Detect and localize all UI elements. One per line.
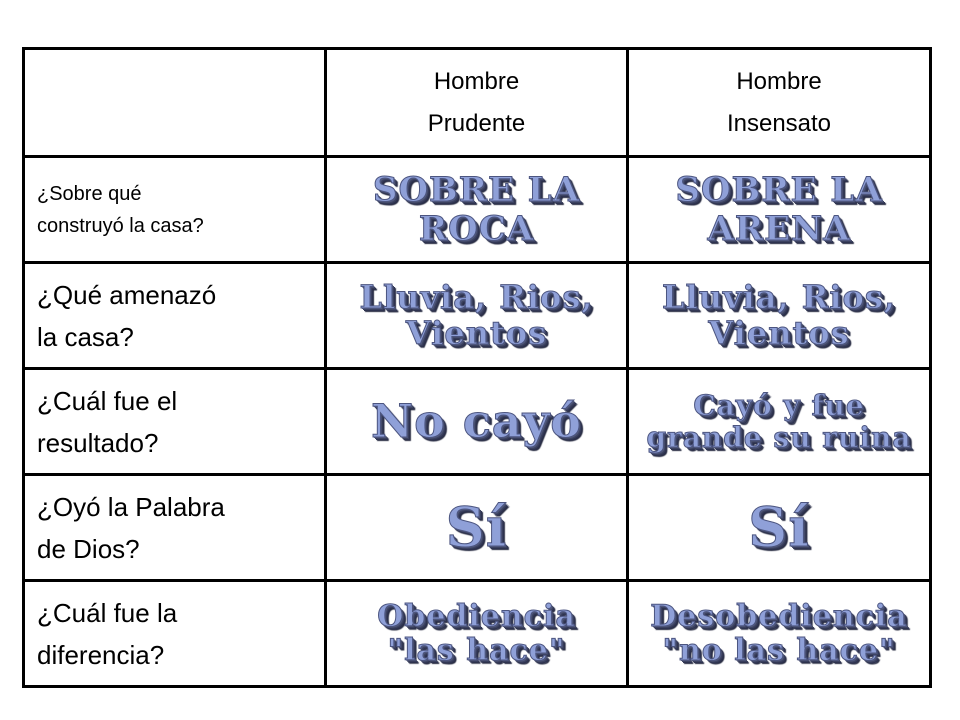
header-prudente-line1: Hombre xyxy=(433,67,520,95)
prudente-answer xyxy=(326,369,628,475)
insensato-answer-line2: grande su ruina xyxy=(646,420,912,454)
insensato-answer xyxy=(628,369,931,475)
prudente-answer-line1: Lluvia, Rios, xyxy=(359,277,594,316)
insensato-answer xyxy=(628,263,931,369)
question-line1: ¿Sobre qué xyxy=(37,182,142,205)
insensato-answer xyxy=(628,581,931,687)
question-line2: resultado? xyxy=(37,427,159,458)
question-line2: construyó la casa? xyxy=(37,214,204,237)
insensato-answer xyxy=(628,475,931,581)
table-row xyxy=(24,581,931,687)
header-row xyxy=(24,49,931,157)
prudente-answer-line1: Sí xyxy=(445,495,508,560)
header-prudente-line2: Prudente xyxy=(427,109,526,137)
table-row xyxy=(24,263,931,369)
prudente-answer xyxy=(326,475,628,581)
prudente-answer-line1: SOBRE LA xyxy=(372,170,581,211)
insensato-answer-line1: Sí xyxy=(748,495,810,560)
prudente-answer xyxy=(326,157,628,263)
table-row xyxy=(24,157,931,263)
insensato-answer-line1: SOBRE LA xyxy=(675,170,883,211)
prudente-answer-line2: Vientos xyxy=(405,313,548,352)
question-cell xyxy=(24,263,326,369)
prudente-answer xyxy=(326,581,628,687)
question-line2: de Dios? xyxy=(37,533,140,564)
question-line1: ¿Cuál fue la xyxy=(37,597,178,628)
table-row xyxy=(24,475,931,581)
question-line1: ¿Qué amenazó xyxy=(37,279,217,310)
insensato-answer-line1: Lluvia, Rios, xyxy=(662,277,896,316)
question-cell xyxy=(24,157,326,263)
header-prudente xyxy=(326,49,628,157)
prudente-answer-line1: No cayó xyxy=(371,393,582,448)
insensato-answer-line1: Desobediencia xyxy=(650,598,908,634)
question-line1: ¿Oyó la Palabra xyxy=(37,491,225,522)
empty-corner-cell xyxy=(24,49,326,157)
comparison-table xyxy=(22,47,932,688)
header-insensato xyxy=(628,49,931,157)
insensato-answer-line2: ARENA xyxy=(707,208,851,249)
header-insensato-line2: Insensato xyxy=(726,109,832,137)
question-cell xyxy=(24,475,326,581)
prudente-answer-line1: Obediencia xyxy=(377,598,576,634)
prudente-answer xyxy=(326,263,628,369)
prudente-answer-line2: ROCA xyxy=(418,208,535,249)
prudente-answer-line2: "las hace" xyxy=(387,632,566,668)
insensato-answer xyxy=(628,157,931,263)
insensato-answer-line2: "no las hace" xyxy=(662,632,896,668)
insensato-answer-line1: Cayó y fue xyxy=(693,389,865,423)
question-cell xyxy=(24,369,326,475)
question-line2: diferencia? xyxy=(37,639,165,670)
question-line1: ¿Cuál fue el xyxy=(37,385,178,416)
header-insensato-line1: Hombre xyxy=(736,67,822,95)
question-cell xyxy=(24,581,326,687)
question-line2: la casa? xyxy=(37,321,134,352)
table-row xyxy=(24,369,931,475)
insensato-answer-line2: Vientos xyxy=(708,313,850,352)
